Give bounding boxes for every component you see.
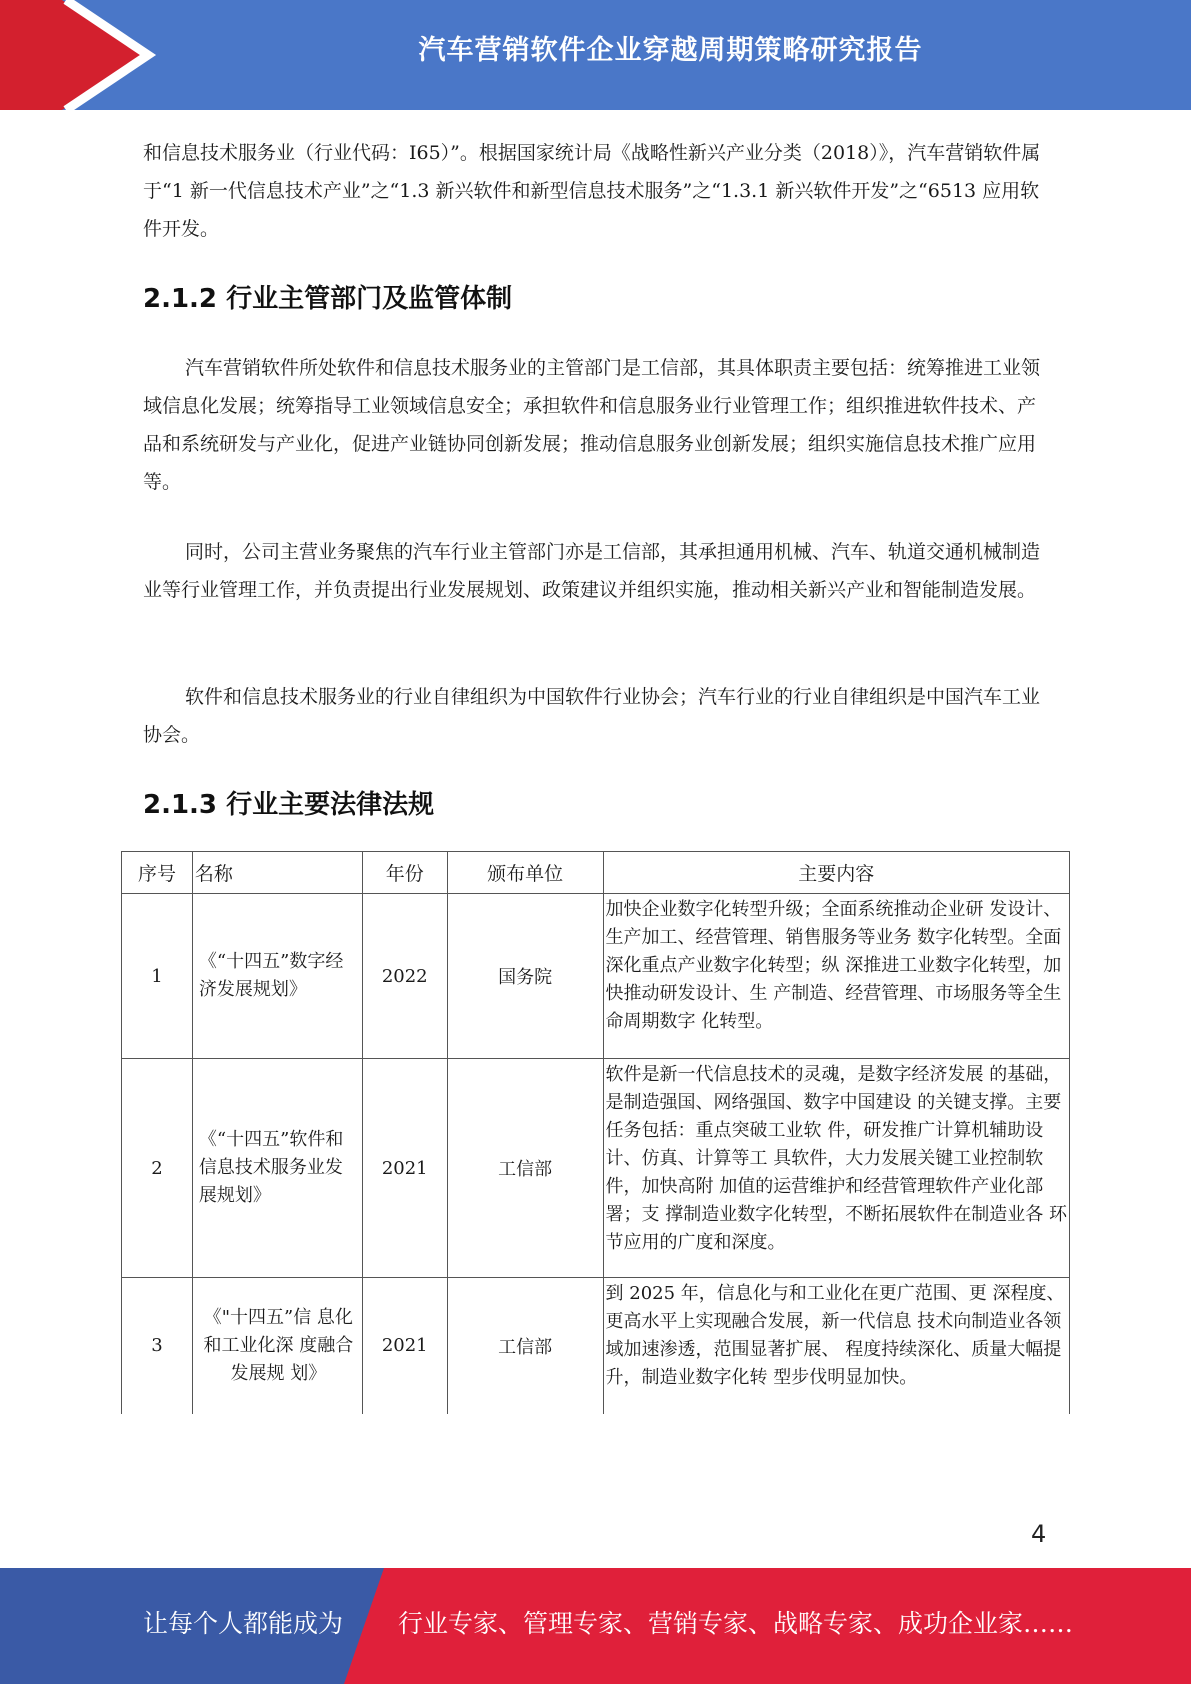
header-content: 主要内容 (603, 852, 1069, 894)
header-banner (0, 0, 1191, 110)
report-title: 汽车营销软件企业穿越周期策略研究报告 (418, 35, 923, 66)
page-number: 4 (1031, 1520, 1047, 1548)
table-row (122, 1278, 1070, 1414)
laws-table (121, 851, 1070, 1414)
cell-content: 到 2025 年，信息化与和工业化在更广范围、更 深程度、更高水平上实现融合发展，新一代信息 技术向制造业各领域加速渗透，范围显著扩展、 程度持续深化、质量大幅提升，制造业数字化转 型步伐明显加快。 (603, 1278, 1069, 1414)
header-name: 名称 (192, 852, 362, 894)
section-heading-2-1-3: 2.1.3 行业主要法律法规 (143, 790, 435, 820)
cell-no: 1 (122, 894, 193, 1059)
table-row (122, 1059, 1070, 1278)
cell-issuer: 国务院 (447, 894, 603, 1059)
cell-year: 2021 (362, 1278, 447, 1414)
section-heading-2-1-2: 2.1.2 行业主管部门及监管体制 (143, 284, 513, 314)
regulator-paragraph: 汽车营销软件所处软件和信息技术服务业的主管部门是工信部，其具体职责主要包括：统筹推进工业领域信息化发展；统筹指导工业领域信息安全；承担软件和信息服务业行业管理工作；组织推进软件技术、产品和系统研发与产业化，促进产业链协同创新发展；推动信息服务业创新发展；组织实施信息技术推广应用等。 (143, 357, 1041, 493)
cell-name: 《“十四五”数字经济发展规划》 (192, 894, 362, 1059)
header-issuer: 颁布单位 (447, 852, 603, 894)
intro-paragraph: 和信息技术服务业（行业代码：I65）”。根据国家统计局《战略性新兴产业分类（2018）》，汽车营销软件属于“1 新一代信息技术产业”之“1.3 新兴软件和新型信息技术服务”之“1.3.1 新兴软件开发”之“6513 应用软件开发。 (143, 142, 1041, 240)
footer-slogan-left: 让每个人都能成为 (143, 1609, 344, 1638)
cell-name: 《“十四五”软件和信息技术服务业发展规划》 (192, 1059, 362, 1278)
cell-year: 2021 (362, 1059, 447, 1278)
footer-banner (0, 1568, 1191, 1684)
cell-name: 《"十四五”信 息化和工业化深 度融合发展规 划》 (192, 1278, 362, 1414)
footer-slogan-right: 行业专家、管理专家、营销专家、战略专家、成功企业家…… (398, 1609, 1074, 1638)
table-row (122, 894, 1070, 1059)
cell-issuer: 工信部 (447, 1278, 603, 1414)
auto-regulator-paragraph: 同时，公司主营业务聚焦的汽车行业主管部门亦是工信部，其承担通用机械、汽车、轨道交通机械制造业等行业管理工作，并负责提出行业发展规划、政策建议并组织实施，推动相关新兴产业和智能制造发展。 (143, 541, 1041, 601)
header-year: 年份 (362, 852, 447, 894)
table-header-row (122, 852, 1070, 894)
cell-content: 软件是新一代信息技术的灵魂，是数字经济发展 的基础，是制造强国、网络强国、数字中国建设 的关键支撑。主要任务包括：重点突破工业软 件，研发推广计算机辅助设计、仿真、计算等工 具软件，大力发展关键工业控制软件，加快高附 加值的运营维护和经营管理软件产业化部署；支 撑制造业数字化转型，不断拓展软件在制造业各 环节应用的广度和深度。 (603, 1059, 1069, 1278)
cell-issuer: 工信部 (447, 1059, 603, 1278)
cell-no: 2 (122, 1059, 193, 1278)
cell-year: 2022 (362, 894, 447, 1059)
self-regulation-paragraph: 软件和信息技术服务业的行业自律组织为中国软件行业协会；汽车行业的行业自律组织是中国汽车工业协会。 (143, 686, 1041, 746)
header-no: 序号 (122, 852, 193, 894)
cell-no: 3 (122, 1278, 193, 1414)
cell-content: 加快企业数字化转型升级；全面系统推动企业研 发设计、生产加工、经营管理、销售服务等业务 数字化转型。全面深化重点产业数字化转型；纵 深推进工业数字化转型，加快推动研发设计、生 产制造、经营管理、市场服务等全生命周期数字 化转型。 (603, 894, 1069, 1059)
